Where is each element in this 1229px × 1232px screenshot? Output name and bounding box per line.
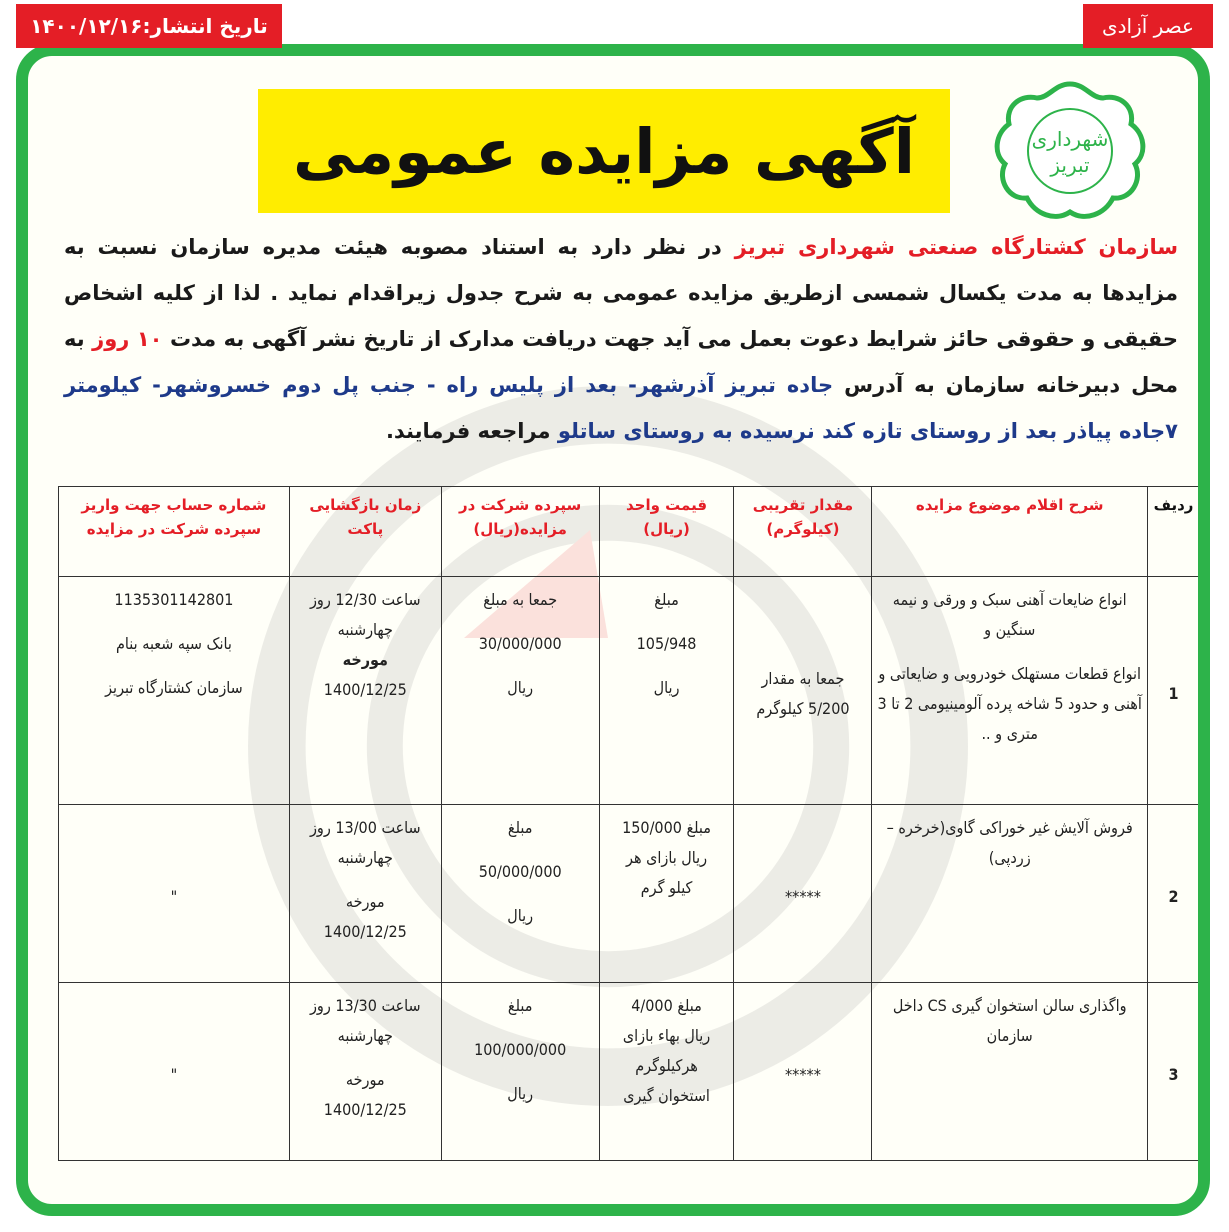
header-opening-time: زمان بازگشایی پاکت — [289, 487, 441, 577]
item-description: فروش آلایش غیر خوراکی گاوی(خرخره – زردپی) — [872, 805, 1148, 983]
header-quantity: مقدار تقریبی (کیلوگرم) — [734, 487, 872, 577]
row-number: 1 — [1148, 577, 1200, 805]
deposit-amount: مبلغ 100/000/000 ریال — [441, 983, 599, 1161]
item-description: واگذاری سالن استخوان گیری CS داخل سازمان — [872, 983, 1148, 1161]
body-part-3: مراجعه فرمایند. — [385, 419, 558, 443]
table-row — [59, 577, 1200, 805]
duration-days: ۱۰ روز — [92, 327, 163, 351]
item-quantity: ***** — [734, 805, 872, 983]
item-quantity: ***** — [734, 983, 872, 1161]
opening-time: ساعت 13/30 روز چهارشنبه مورخه 1400/12/25 — [289, 983, 441, 1161]
unit-price: مبلغ 4/000 ریال بهاء بازای هرکیلوگرم استخوان گیری — [599, 983, 734, 1161]
unit-price: مبلغ 150/000 ریال بازای هر کیلو گرم — [599, 805, 734, 983]
logo-line-1: شهرداری — [1031, 127, 1109, 151]
notice-frame — [16, 44, 1210, 1216]
header-unit-price: قیمت واحد (ریال) — [599, 487, 734, 577]
page-title: آگهی مزایده عمومی — [293, 114, 915, 188]
organization-name: سازمان کشتارگاه صنعتی شهرداری تبریز — [734, 235, 1178, 259]
logo-line-2: تبریز — [1050, 153, 1090, 177]
deposit-amount: مبلغ 50/000/000 ریال — [441, 805, 599, 983]
item-description: انواع ضایعات آهنی سبک و ورقی و نیمه سنگین و انواع قطعات مستهلک خودرویی و ضایعاتی و آهنی و حدود 5 شاخه پرده آلومینیومی 2 تا 3 متری و .. — [872, 577, 1148, 805]
table-header-row — [59, 487, 1200, 577]
account-info: " — [59, 805, 290, 983]
header-account-number: شماره حساب جهت واریز سپرده شرکت در مزایده — [59, 487, 290, 577]
header-description: شرح اقلام موضوع مزایده — [872, 487, 1148, 577]
item-quantity: جمعا به مقدار 5/200 کیلوگرم — [734, 577, 872, 805]
unit-price: مبلغ 105/948 ریال — [599, 577, 734, 805]
body-part-2: به محل دبیرخانه سازمان به آدرس — [64, 327, 1179, 397]
publish-date-badge: تاریخ انتشار:۱۴۰۰/۱۲/۱۶ — [16, 4, 282, 48]
account-info: " — [59, 983, 290, 1161]
title-banner — [258, 89, 950, 213]
deposit-amount: جمعا به مبلغ 30/000/000 ریال — [441, 577, 599, 805]
table-row — [59, 983, 1200, 1161]
header-deposit: سپرده شرکت در مزایده(ریال) — [441, 487, 599, 577]
auction-table — [58, 486, 1200, 1161]
address-text: جاده تبریز آذرشهر- بعد از پلیس راه - جنب پل دوم خسروشهر- کیلومتر ۷جاده پیاذر بعد از روستای تازه کند نرسیده به روستای ساتلو — [64, 373, 1178, 443]
body-part-1: در نظر دارد به استناد مصوبه هیئت مدیره سازمان نسبت به مزایدها به مدت یکسال شمسی ازطریق مزایده عمومی به شرح جدول زیراقدام نماید . لذا از کلیه اشخاص حقیقی و حقوقی حائز شرایط دعوت بعمل می آید جهت دریافت مدارک از تاریخ نشر آگهی به مدت — [64, 235, 1179, 351]
notice-body — [64, 224, 1178, 454]
table-row — [59, 805, 1200, 983]
tabriz-municipality-logo — [985, 76, 1155, 226]
opening-time: ساعت 13/00 روز چهارشنبه مورخه 1400/12/25 — [289, 805, 441, 983]
newspaper-name-badge: عصر آزادی — [1083, 4, 1213, 48]
row-number: 2 — [1148, 805, 1200, 983]
account-info: 1135301142801 بانک سپه شعبه بنام سازمان کشتارگاه تبریز — [59, 577, 290, 805]
row-number: 3 — [1148, 983, 1200, 1161]
header-row-number: ردیف — [1148, 487, 1200, 577]
opening-time: ساعت 12/30 روز چهارشنبه مورخه 1400/12/25 — [289, 577, 441, 805]
